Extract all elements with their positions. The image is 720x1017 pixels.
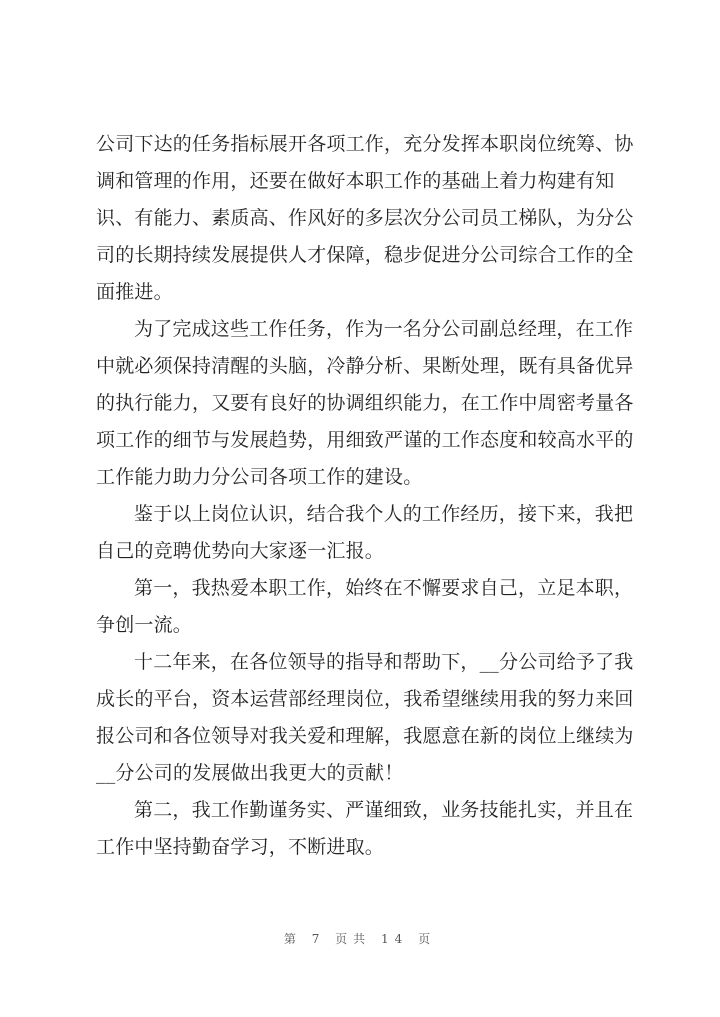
text-line: 司的长期持续发展提供人才保障，稳步促进分公司综合工作的全 [96, 244, 634, 266]
text-line: 自己的竞聘优势向大家逐一汇报。 [96, 540, 385, 562]
text-line: __分公司的发展做出我更大的贡献！ [96, 762, 404, 784]
page-number-footer: 第 7 页共 14 页 [283, 932, 437, 946]
paragraph [96, 570, 638, 644]
text-line: 为了完成这些工作任务，作为一名分公司副总经理，在工作 [134, 318, 634, 340]
text-line: 识、有能力、素质高、作风好的多层次分公司员工梯队，为分公 [96, 207, 634, 229]
text-line: 十二年来，在各位领导的指导和帮助下，__分公司给予了我 [134, 651, 634, 673]
text-line: 成长的平台，资本运营部经理岗位，我希望继续用我的努力来回 [96, 688, 634, 710]
text-line: 第一，我热爱本职工作，始终在不懈要求自己，立足本职， [134, 577, 634, 599]
paragraph [96, 126, 638, 311]
text-line: 工作中坚持勤奋学习，不断进取。 [96, 836, 385, 858]
text-line: 鉴于以上岗位认识，结合我个人的工作经历，接下来，我把 [134, 503, 634, 525]
text-line: 项工作的细节与发展趋势，用细致严谨的工作态度和较高水平的 [96, 429, 634, 451]
text-line: 报公司和各位领导对我关爱和理解，我愿意在新的岗位上继续为 [96, 725, 634, 747]
text-line: 第二，我工作勤谨务实、严谨细致，业务技能扎实，并且在 [134, 799, 634, 821]
text-line: 争创一流。 [96, 614, 193, 636]
text-line: 调和管理的作用，还要在做好本职工作的基础上着力构建有知 [96, 170, 615, 192]
body-text [96, 126, 638, 866]
paragraph [96, 311, 638, 496]
paragraph [96, 496, 638, 570]
text-line: 工作能力助力分公司各项工作的建设。 [96, 466, 423, 488]
paragraph [96, 644, 638, 792]
text-line: 的执行能力，又要有良好的协调组织能力，在工作中周密考量各 [96, 392, 634, 414]
text-line: 面推进。 [96, 281, 173, 303]
text-line: 公司下达的任务指标展开各项工作，充分发挥本职岗位统筹、协 [96, 133, 634, 155]
text-line: 中就必须保持清醒的头脑，冷静分析、果断处理，既有具备优异 [96, 355, 634, 377]
paragraph [96, 792, 638, 866]
